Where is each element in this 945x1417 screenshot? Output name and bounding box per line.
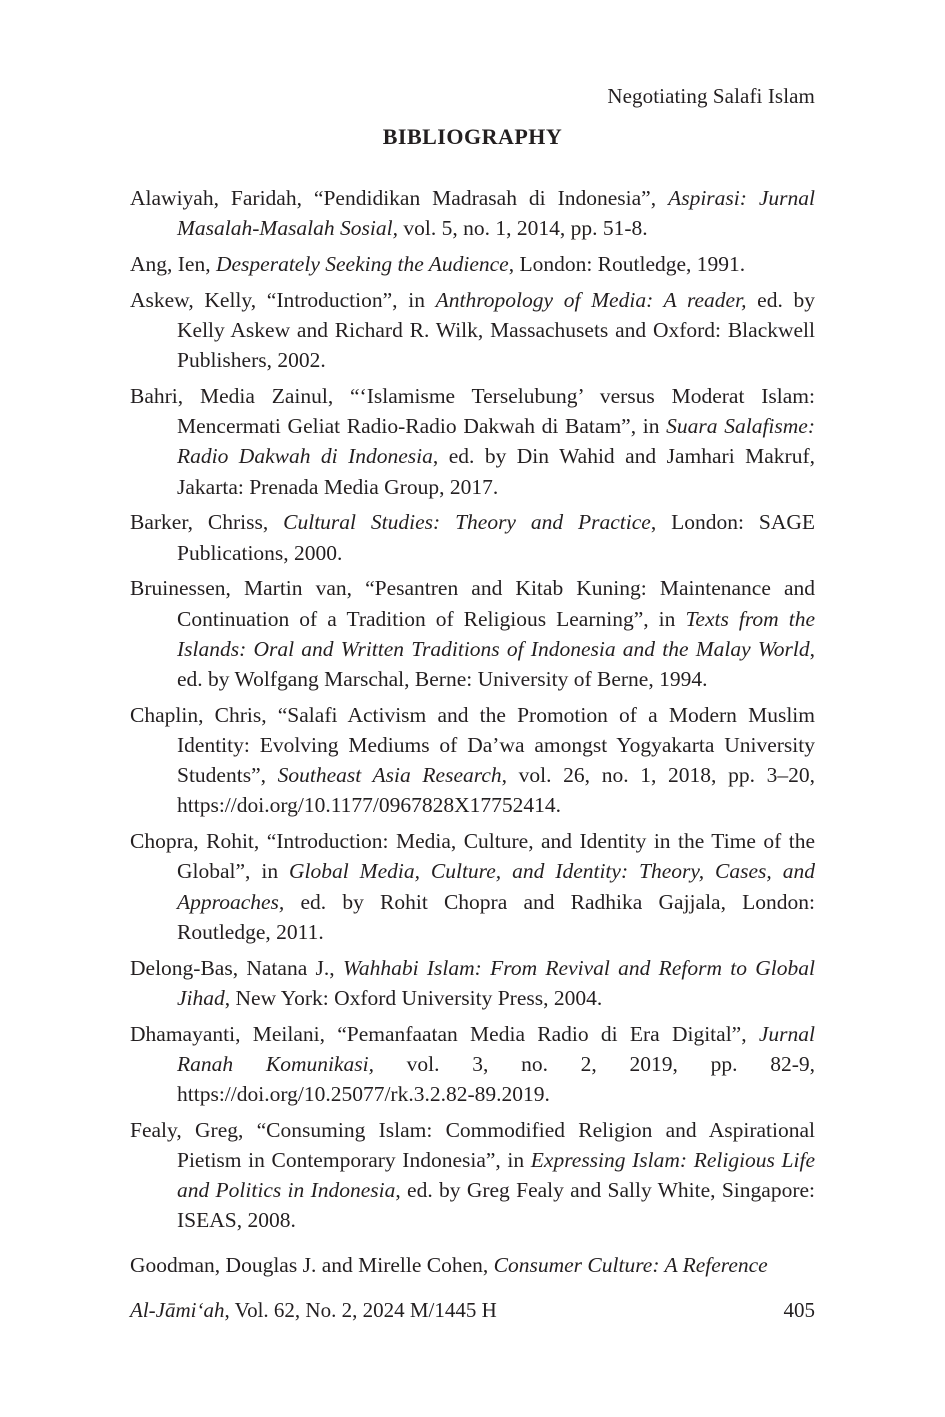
entry-title: Wahhabi Islam: From Revival and Reform to Global Jihad — [177, 955, 815, 1010]
page-number: 405 — [783, 1298, 815, 1322]
bibliography-entry — [130, 573, 815, 694]
bibliography-entry — [130, 249, 815, 279]
entry-text: Askew, Kelly, “Introduction”, in — [130, 287, 436, 312]
entry-text: Dhamayanti, Meilani, “Pemanfaatan Media Radio di Era Digital”, — [130, 1021, 759, 1046]
entry-text: ed. by Rohit Chopra and Radhika Gajjala, London: Routledge, 2011. — [177, 889, 815, 944]
entry-title: Jurnal Ranah Komunikasi, — [177, 1021, 815, 1076]
running-head: Negotiating Salafi Islam — [607, 84, 815, 108]
entry-title: Expressing Islam: Religious Life and Politics in Indonesia — [177, 1148, 815, 1203]
journal-name: Al-Jāmi‘ah — [130, 1298, 225, 1322]
entry-text: , ed. by Din Wahid and Jamhari Makruf, Jakarta: Prenada Media Group, 2017. — [177, 444, 815, 499]
entry-text: , New York: Oxford University Press, 2004. — [224, 985, 603, 1010]
entry-title: Global Media, Culture, and Identity: Theory, Cases, and Approaches, — [177, 859, 815, 914]
bibliography-entry — [130, 1250, 815, 1280]
entry-title: Southeast Asia Research — [277, 763, 502, 788]
entry-text: vol. 3, no. 2, 2019, pp. 82-9, https://doi.org/10.25077/rk.3.2.82-89.2019. — [177, 1051, 815, 1107]
entry-text: vol. 5, no. 1, 2014, pp. 51-8. — [397, 216, 648, 241]
entry-text: Alawiyah, Faridah, “Pendidikan Madrasah di Indonesia”, — [130, 186, 669, 210]
bibliography-entry — [130, 507, 815, 567]
bibliography-entry — [130, 826, 815, 947]
issue-info: , Vol. 62, No. 2, 2024 M/1445 H — [224, 1298, 497, 1322]
entry-title: Cultural Studies: Theory and Practice — [283, 510, 651, 535]
entry-title: Texts from the Islands: Oral and Written Traditions of Indonesia and the Malay World — [177, 606, 815, 661]
entry-text: Ang, Ien, — [130, 252, 216, 276]
entry-title: Aspirasi: Jurnal Masalah-Masalah Sosial, — [177, 186, 815, 241]
entry-text: , London: SAGE Publications, 2000. — [177, 510, 816, 565]
entry-text: , London: Routledge, 1991. — [508, 252, 746, 276]
bibliography-entry — [130, 381, 815, 502]
entry-text: Chaplin, Chris, “Salafi Activism and the Promotion of a Modern Muslim Identity: Evolving Mediums of Da’wa amongst Yogyakarta University Students”, — [130, 702, 815, 788]
bibliography-entry — [130, 700, 815, 821]
footer-citation — [130, 1298, 497, 1323]
bibliography-entry — [130, 1115, 815, 1236]
entry-title: Suara Salafisme: Radio Dakwah di Indonesia — [177, 414, 815, 469]
entry-title: Anthropology of Media: A reader, — [435, 287, 747, 312]
entry-text: , vol. 26, no. 1, 2018, pp. 3–20, https://doi.org/10.1177/0967828X17752414. — [177, 763, 815, 818]
entry-text: , ed. by Greg Fealy and Sally White, Singapore: ISEAS, 2008. — [177, 1178, 816, 1233]
entry-text: , ed. by Wolfgang Marschal, Berne: University of Berne, 1994. — [177, 636, 815, 692]
entry-text: Goodman, Douglas J. and Mirelle Cohen, — [130, 1252, 494, 1277]
entry-title: Consumer Culture: A Reference — [493, 1252, 768, 1277]
entry-text: Fealy, Greg, “Consuming Islam: Commodified Religion and Aspirational Pietism in Contemporary Indonesia”, in — [130, 1117, 815, 1173]
entry-text: Chopra, Rohit, “Introduction: Media, Culture, and Identity in the Time of the Global”, in — [130, 829, 815, 884]
bibliography-entry — [130, 953, 815, 1013]
bibliography-entry — [130, 183, 815, 243]
bibliography-list — [130, 183, 815, 1285]
entry-text: Delong-Bas, Natana J., — [130, 955, 343, 980]
entry-text: ed. by Kelly Askew and Richard R. Wilk, Massachusets and Oxford: Blackwell Publishers, 2002. — [177, 287, 815, 373]
bibliography-entry — [130, 1019, 815, 1110]
entry-text: Barker, Chriss, — [130, 510, 284, 535]
entry-title: Desperately Seeking the Audience — [215, 252, 509, 276]
bibliography-entry — [130, 285, 815, 376]
entry-text: Bahri, Media Zainul, “‘Islamisme Terselubung’ versus Moderat Islam: Mencermati Geliat Radio-Radio Dakwah di Batam”, in — [130, 384, 815, 439]
section-title: BIBLIOGRAPHY — [382, 124, 563, 149]
entry-text: Bruinessen, Martin van, “Pesantren and Kitab Kuning: Maintenance and Continuation of a Tradition of Religious Learning”, in — [130, 576, 815, 631]
